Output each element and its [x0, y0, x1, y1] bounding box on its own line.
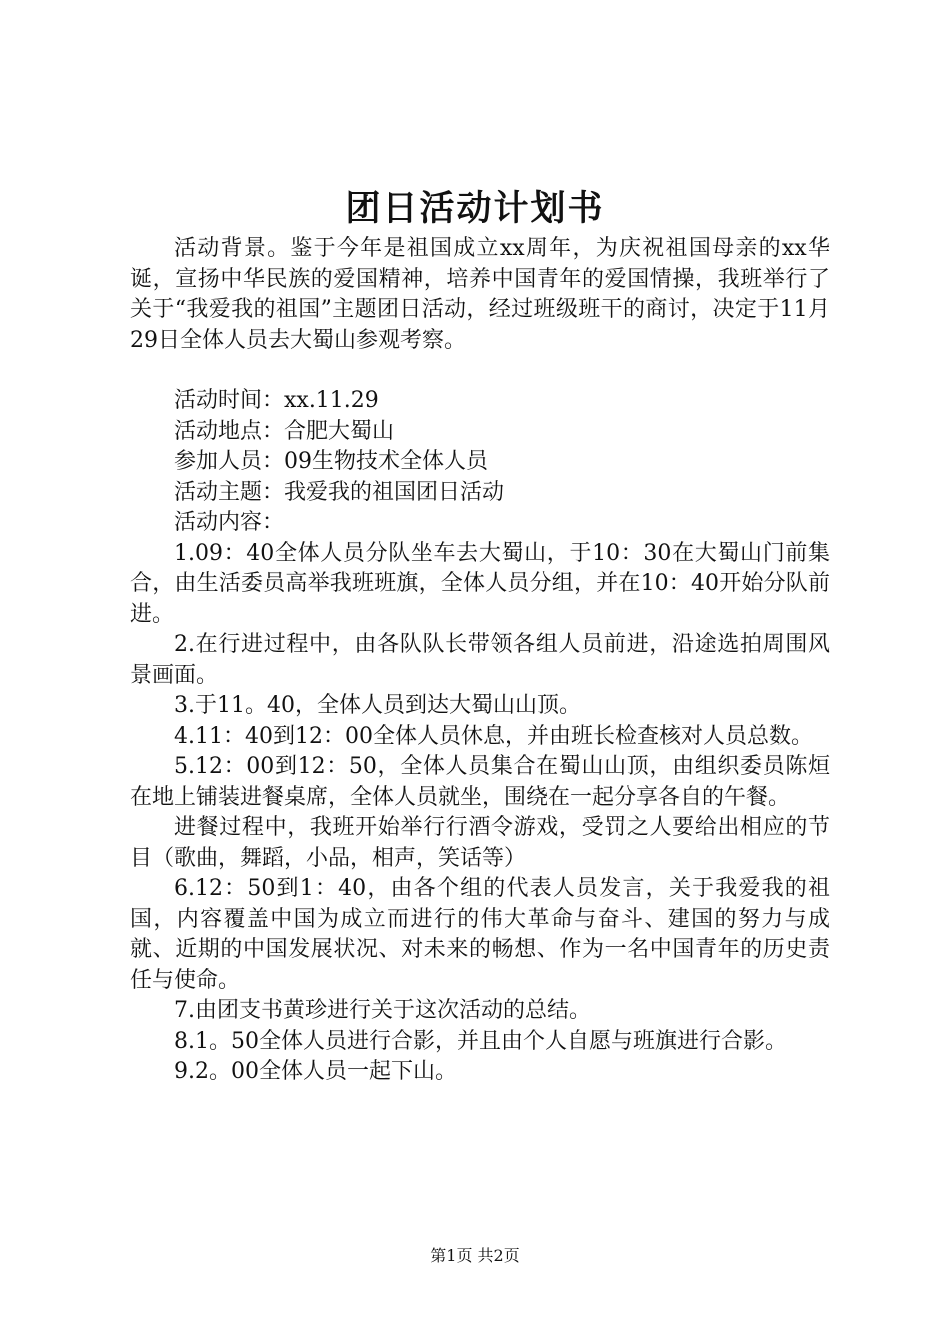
content-item: 进餐过程中，我班开始举行行酒令游戏，受罚之人要给出相应的节目（歌曲，舞蹈，小品，相声，笑话等）: [130, 815, 830, 871]
info-theme: 活动主题：我爱我的祖国团日活动: [174, 479, 505, 505]
document-body: [130, 234, 830, 1088]
content-item: 3.于11。40，全体人员到达大蜀山山顶。: [174, 693, 581, 718]
info-content-label: 活动内容：: [174, 510, 285, 535]
document-title: 团日活动计划书: [345, 188, 605, 229]
page-footer: 第1页 共2页: [430, 1246, 520, 1265]
content-item: 6.12：50到1：40，由各个组的代表人员发言，关于我爱我的祖国，内容覆盖中国为成立而进行的伟大革命与奋斗、建国的努力与成就、近期的中国发展状况、对未来的畅想、作为一名中国青年的历史责任与使命。: [130, 876, 830, 993]
info-participants: 参加人员：09生物技术全体人员: [174, 449, 488, 474]
content-item: 5.12：00到12：50，全体人员集合在蜀山山顶，由组织委员陈烜在地上铺装进餐桌席，全体人员就坐，围绕在一起分享各自的午餐。: [130, 754, 830, 810]
content-item: 1.09：40全体人员分队坐车去大蜀山，于10：30在大蜀山门前集合，由生活委员高举我班班旗，全体人员分组，并在10：40开始分队前进。: [130, 540, 830, 627]
info-location: 活动地点：合肥大蜀山: [174, 418, 395, 444]
background-paragraph: 活动背景。鉴于今年是祖国成立xx周年，为庆祝祖国母亲的xx华诞，宣扬中华民族的爱国精神，培养中国青年的爱国情操，我班举行了关于“我爱我的祖国”主题团日活动，经过班级班干的商讨，决定于11月29日全体人员去大蜀山参观考察。: [130, 236, 830, 353]
info-time: 活动时间：xx.11.29: [174, 388, 379, 413]
content-item: 2.在行进过程中，由各队队长带领各组人员前进，沿途选拍周围风景画面。: [130, 632, 830, 688]
content-item: 8.1。50全体人员进行合影，并且由个人自愿与班旗进行合影。: [174, 1028, 787, 1054]
content-item: 9.2。00全体人员一起下山。: [174, 1059, 457, 1084]
content-item: 4.11：40到12：00全体人员休息，并由班长检查核对人员总数。: [174, 723, 813, 749]
content-item: 7.由团支书黄珍进行关于这次活动的总结。: [174, 998, 591, 1023]
